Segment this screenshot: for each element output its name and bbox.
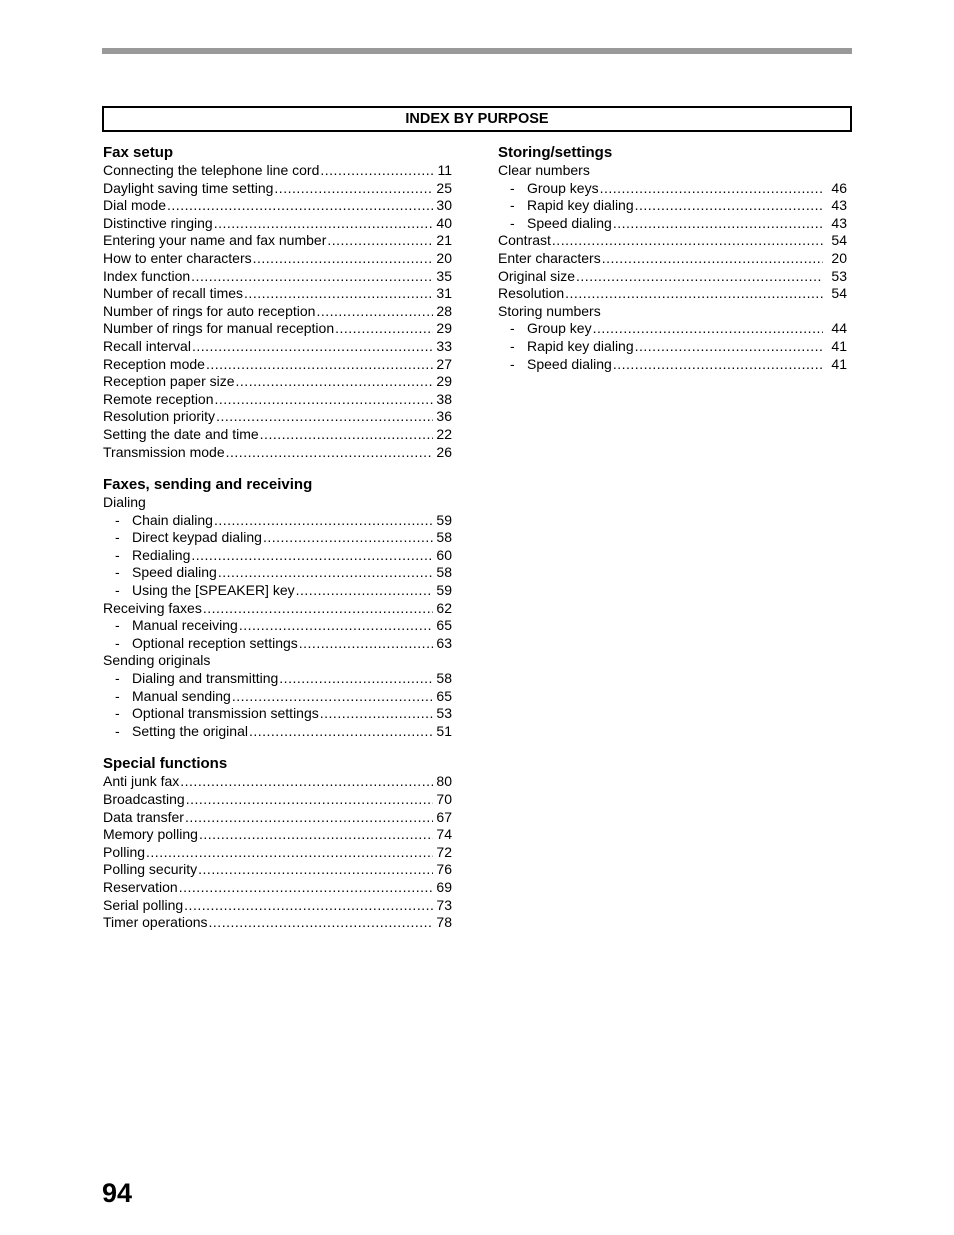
entry-page-number: 43 (831, 197, 847, 214)
entry-label: Entering your name and fax number (103, 232, 327, 249)
dot-leader (191, 268, 433, 286)
entry-page-number: 41 (831, 337, 847, 354)
index-entry (103, 444, 452, 462)
entry-label: Memory polling (103, 826, 198, 843)
index-entry (498, 162, 847, 180)
entry-label: Chain dialing (132, 511, 213, 528)
dot-leader (552, 232, 823, 250)
entry-label: Distinctive ringing (103, 214, 213, 231)
entry-label: Setting the date and time (103, 425, 259, 442)
entry-page-number: 20 (831, 249, 847, 266)
dot-leader (565, 285, 823, 303)
dot-leader (214, 215, 433, 233)
index-section-faxes-sending-and-receiving (103, 475, 452, 740)
subentry-dash: - (115, 670, 120, 687)
entry-page-number: 40 (436, 214, 452, 231)
entry-page-number: 54 (831, 285, 847, 302)
entry-page-number: 76 (436, 861, 452, 878)
subentry-dash: - (510, 214, 515, 231)
entry-page-number: 29 (436, 320, 452, 337)
dot-leader (296, 582, 433, 600)
index-subentry (103, 670, 452, 688)
entry-label: Connecting the telephone line cord (103, 162, 320, 178)
index-entry (103, 773, 452, 791)
index-subentry (103, 547, 452, 565)
entry-label: Timer operations (103, 914, 208, 931)
entry-label: Speed dialing (527, 355, 612, 372)
index-subentry (498, 180, 847, 198)
dot-leader (602, 250, 823, 268)
entry-page-number: 59 (436, 511, 452, 528)
subentry-dash: - (510, 179, 515, 196)
subentry-dash: - (115, 582, 120, 599)
index-section-special-functions (103, 754, 452, 931)
dot-leader (600, 180, 823, 198)
entry-label: Reception mode (103, 355, 205, 372)
entry-page-number: 65 (436, 687, 452, 704)
dot-leader (215, 391, 433, 409)
entry-page-number: 11 (437, 162, 452, 178)
entry-page-number: 72 (436, 843, 452, 860)
index-entry (103, 809, 452, 827)
entry-label: Setting the original (132, 722, 248, 739)
index-entry (103, 215, 452, 233)
entry-label: Optional transmission settings (132, 705, 319, 722)
dot-leader (320, 705, 433, 723)
subentry-dash: - (115, 705, 120, 722)
entry-page-number: 43 (831, 214, 847, 231)
dot-leader (253, 250, 433, 268)
subentry-dash: - (115, 546, 120, 563)
subentry-dash: - (510, 337, 515, 354)
index-subentry (498, 197, 847, 215)
entry-page-number: 28 (436, 302, 452, 319)
index-subentry (498, 338, 847, 356)
index-entry (498, 268, 847, 286)
entry-page-number: 69 (436, 878, 452, 895)
entry-label: Reservation (103, 878, 178, 895)
dot-leader (209, 914, 433, 932)
index-entry (103, 391, 452, 409)
entry-page-number: 63 (436, 634, 452, 651)
dot-leader (185, 809, 433, 827)
entry-label: Dialing (103, 494, 146, 511)
entry-label: Direct keypad dialing (132, 529, 262, 546)
entry-page-number: 44 (831, 320, 847, 337)
page-title: INDEX BY PURPOSE (102, 106, 852, 132)
entry-label: Receiving faxes (103, 599, 202, 616)
entry-page-number: 80 (436, 773, 452, 790)
dot-leader (180, 773, 433, 791)
index-entry (103, 356, 452, 374)
section-heading: Special functions (103, 755, 228, 773)
index-entry (498, 285, 847, 303)
dot-leader (260, 426, 433, 444)
dot-leader (199, 826, 433, 844)
entry-label: Transmission mode (103, 443, 225, 460)
dot-leader (218, 564, 433, 582)
dot-leader (635, 338, 823, 356)
entry-page-number: 58 (436, 564, 452, 581)
section-heading: Fax setup (103, 144, 174, 161)
index-subentry (103, 564, 452, 582)
dot-leader (316, 303, 433, 321)
dot-leader (192, 338, 433, 356)
index-entry (103, 897, 452, 915)
index-entry (103, 600, 452, 618)
dot-leader (613, 215, 823, 233)
entry-label: Group key (527, 320, 592, 337)
entry-label: Polling (103, 843, 146, 860)
dot-leader (203, 600, 433, 618)
index-entry (103, 162, 452, 180)
subentry-dash: - (510, 197, 515, 214)
entry-label: Original size (498, 267, 576, 284)
entry-label: Rapid key dialing (527, 197, 634, 214)
entry-label: Sending originals (103, 652, 211, 669)
dot-leader (236, 373, 433, 391)
entry-label: Serial polling (103, 896, 184, 913)
section-heading: Storing/settings (498, 144, 613, 161)
dot-leader (167, 197, 433, 215)
entry-label: Manual sending (132, 687, 231, 704)
dot-leader (327, 232, 433, 250)
subentry-dash: - (115, 617, 120, 634)
entry-label: Number of recall times (103, 285, 244, 302)
entry-page-number: 62 (436, 599, 452, 616)
entry-page-number: 54 (831, 232, 847, 249)
entry-label: Using the [SPEAKER] key (132, 582, 295, 599)
dot-leader (320, 162, 433, 180)
entry-page-number: 26 (436, 443, 452, 460)
entry-label: Resolution priority (103, 408, 216, 425)
entry-label: Data transfer (103, 808, 184, 825)
entry-label: Recall interval (103, 337, 191, 354)
index-subentry (103, 512, 452, 530)
dot-leader (593, 320, 823, 338)
index-entry (103, 494, 452, 512)
index-entry (103, 338, 452, 356)
entry-page-number: 53 (436, 705, 452, 722)
index-entry (103, 268, 452, 286)
entry-page-number: 51 (436, 722, 452, 739)
entry-label: Polling security (103, 861, 198, 878)
index-entry (498, 232, 847, 250)
left-index-column (103, 143, 452, 946)
entry-page-number: 20 (436, 249, 452, 266)
index-entry (103, 914, 452, 932)
entry-label: Redialing (132, 546, 191, 563)
entry-label: Speed dialing (527, 214, 612, 231)
entry-page-number: 58 (436, 670, 452, 687)
index-entry (103, 861, 452, 879)
index-subentry (498, 320, 847, 338)
entry-label: Reception paper size (103, 373, 235, 390)
index-entry (103, 652, 452, 670)
entry-page-number: 67 (436, 808, 452, 825)
entry-label: Rapid key dialing (527, 337, 634, 354)
entry-label: Group keys (527, 179, 599, 196)
entry-page-number: 60 (436, 546, 452, 563)
entry-page-number: 22 (436, 425, 452, 442)
entry-page-number: 46 (831, 179, 847, 196)
index-subentry (103, 688, 452, 706)
entry-label: Enter characters (498, 249, 601, 266)
entry-label: Resolution (498, 285, 565, 302)
index-entry (498, 250, 847, 268)
dot-leader (244, 285, 433, 303)
entry-label: Number of rings for auto reception (103, 302, 316, 319)
entry-page-number: 21 (436, 232, 452, 249)
entry-page-number: 59 (436, 582, 452, 599)
entry-label: How to enter characters (103, 249, 252, 266)
index-subentry (103, 705, 452, 723)
entry-page-number: 74 (436, 826, 452, 843)
index-entry (103, 844, 452, 862)
entry-page-number: 29 (436, 373, 452, 390)
entry-label: Daylight saving time setting (103, 179, 274, 196)
dot-leader (613, 356, 823, 374)
index-entry (103, 426, 452, 444)
dot-leader (146, 844, 433, 862)
index-subentry (103, 582, 452, 600)
entry-page-number: 73 (436, 896, 452, 913)
index-subentry (103, 617, 452, 635)
entry-label: Contrast (498, 232, 551, 249)
index-subentry (498, 215, 847, 233)
entry-label: Index function (103, 267, 191, 284)
subentry-dash: - (115, 722, 120, 739)
entry-page-number: 25 (436, 179, 452, 196)
index-entry (103, 197, 452, 215)
entry-label: Speed dialing (132, 564, 217, 581)
dot-leader (214, 512, 433, 530)
entry-page-number: 30 (436, 197, 452, 214)
entry-page-number: 41 (831, 355, 847, 372)
entry-label: Optional reception settings (132, 634, 298, 651)
subentry-dash: - (115, 564, 120, 581)
subentry-dash: - (115, 634, 120, 651)
subentry-dash: - (115, 687, 120, 704)
index-entry (103, 180, 452, 198)
entry-label: Broadcasting (103, 791, 185, 807)
dot-leader (216, 408, 433, 426)
dot-leader (335, 320, 433, 338)
index-section-storing-settings (498, 143, 847, 373)
entry-label: Remote reception (103, 390, 214, 407)
entry-page-number: 70 (436, 791, 452, 807)
dot-leader (279, 670, 433, 688)
dot-leader (576, 268, 823, 286)
dot-leader (206, 356, 433, 374)
dot-leader (226, 444, 433, 462)
top-rule (102, 48, 852, 54)
subentry-dash: - (510, 320, 515, 337)
dot-leader (263, 529, 433, 547)
dot-leader (186, 791, 433, 809)
entry-label: Storing numbers (498, 302, 601, 319)
subentry-dash: - (115, 511, 120, 528)
dot-leader (232, 688, 433, 706)
entry-page-number: 65 (436, 617, 452, 634)
entry-label: Anti junk fax (103, 773, 180, 790)
subentry-dash: - (510, 355, 515, 372)
index-entry (103, 320, 452, 338)
entry-label: Manual receiving (132, 617, 238, 634)
index-entry (498, 303, 847, 321)
entry-label: Number of rings for manual reception (103, 320, 335, 337)
entry-page-number: 33 (436, 337, 452, 354)
index-entry (103, 373, 452, 391)
index-section-fax-setup (103, 143, 452, 461)
dot-leader (179, 879, 433, 897)
index-subentry (498, 356, 847, 374)
index-entry (103, 250, 452, 268)
subentry-dash: - (115, 529, 120, 546)
index-entry (103, 303, 452, 321)
index-subentry (103, 529, 452, 547)
dot-leader (198, 861, 433, 879)
entry-label: Dialing and transmitting (132, 670, 279, 687)
index-entry (103, 879, 452, 897)
entry-label: Clear numbers (498, 162, 590, 178)
index-entry (103, 285, 452, 303)
page-number: 94 (102, 1178, 133, 1208)
dot-leader (635, 197, 823, 215)
dot-leader (299, 635, 433, 653)
index-subentry (103, 635, 452, 653)
entry-page-number: 38 (436, 390, 452, 407)
entry-page-number: 58 (436, 529, 452, 546)
entry-page-number: 27 (436, 355, 452, 372)
index-entry (103, 232, 452, 250)
entry-page-number: 78 (436, 914, 452, 931)
entry-page-number: 31 (436, 285, 452, 302)
dot-leader (249, 723, 433, 741)
entry-page-number: 36 (436, 408, 452, 425)
dot-leader (239, 617, 433, 635)
entry-page-number: 35 (436, 267, 452, 284)
index-entry (103, 791, 452, 809)
dot-leader (191, 547, 433, 565)
entry-label: Dial mode (103, 197, 167, 214)
index-entry (103, 826, 452, 844)
dot-leader (184, 897, 433, 915)
dot-leader (274, 180, 433, 198)
right-index-column (498, 143, 847, 387)
index-subentry (103, 723, 452, 741)
index-entry (103, 408, 452, 426)
section-heading: Faxes, sending and receiving (103, 476, 313, 494)
entry-page-number: 53 (831, 267, 847, 284)
